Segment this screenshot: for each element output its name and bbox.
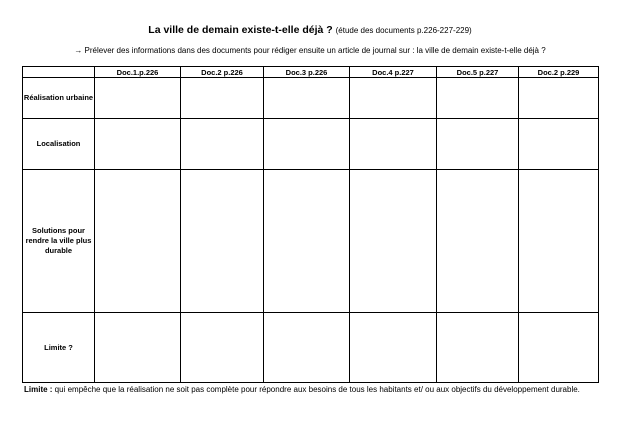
table-cell [519, 78, 599, 119]
column-header-doc3-p226: Doc.3 p.226 [264, 67, 350, 78]
table-row-realisation [23, 78, 599, 119]
table-cell [350, 78, 437, 119]
table-row-localisation [23, 119, 599, 170]
row-label-solutions: Solutions pour rendre la ville plus durable [23, 170, 95, 313]
table-cell [519, 170, 599, 313]
column-header-doc1-p226: Doc.1.p.226 [95, 67, 181, 78]
table-header-row [23, 67, 599, 78]
table-cell [350, 170, 437, 313]
row-label-limite: Limite ? [23, 313, 95, 383]
table-cell [519, 119, 599, 170]
title-main: La ville de demain existe-t-elle déjà ? [148, 24, 333, 36]
table-cell [437, 78, 519, 119]
table-cell [95, 313, 181, 383]
table-cell [519, 313, 599, 383]
header-corner-cell [23, 67, 95, 78]
table-cell [264, 170, 350, 313]
table-cell [350, 119, 437, 170]
table-cell [350, 313, 437, 383]
page-title [0, 24, 620, 36]
column-header-doc2-p226: Doc.2 p.226 [181, 67, 264, 78]
table-cell [95, 119, 181, 170]
table-cell [181, 78, 264, 119]
table-cell [181, 313, 264, 383]
table-cell [264, 119, 350, 170]
table-cell [181, 170, 264, 313]
footnote [24, 384, 584, 396]
table-cell [437, 119, 519, 170]
title-subtitle: (étude des documents p.226-227-229) [335, 26, 472, 35]
row-label-realisation: Réalisation urbaine [23, 78, 95, 119]
instruction-text: → Prélever des informations dans des documents pour rédiger ensuite un article de journal sur : la ville de demain existe-t-elle déjà ? [74, 46, 546, 55]
table-cell [264, 78, 350, 119]
column-header-doc4-p227: Doc.4 p.227 [350, 67, 437, 78]
table-cell [264, 313, 350, 383]
row-label-localisation: Localisation [23, 119, 95, 170]
table-row-limite [23, 313, 599, 383]
table-row-solutions [23, 170, 599, 313]
table-cell [181, 119, 264, 170]
footnote-text: qui empêche que la réalisation ne soit pas complète pour répondre aux besoins de tous les habitants et/ ou aux objectifs du développement durable. [52, 385, 580, 394]
table-cell [95, 78, 181, 119]
study-table [22, 66, 599, 383]
table-cell [95, 170, 181, 313]
column-header-doc2-p229: Doc.2 p.229 [519, 67, 599, 78]
table-cell [437, 313, 519, 383]
footnote-term: Limite : [24, 385, 53, 394]
table-cell [437, 170, 519, 313]
column-header-doc5-p227: Doc.5 p.227 [437, 67, 519, 78]
